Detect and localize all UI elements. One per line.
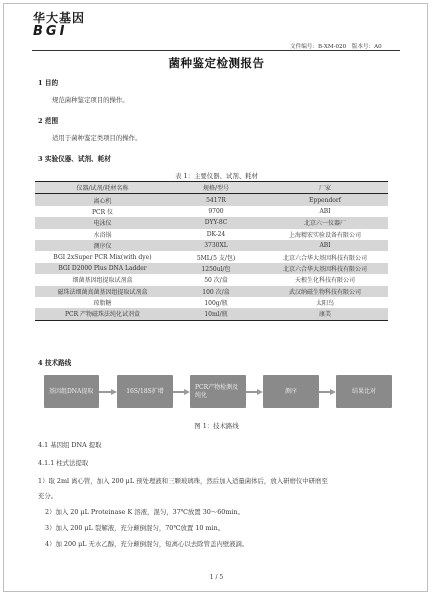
table-cell: 细菌基因组提取试剂盒 (35, 274, 170, 285)
section-3-heading: 3 实验仪器、试剂、耗材 (38, 155, 111, 163)
table-cell: 北京六合华大基因科技有限公司 (262, 251, 388, 262)
table-cell: DK-24 (170, 229, 262, 240)
table-cell: PCR 产物磁珠法纯化试剂盒 (35, 308, 170, 320)
column-header: 厂家 (262, 182, 388, 194)
table-cell: 康美 (262, 308, 388, 320)
flow-step-pcr-check-purification: PCR产物检测及纯化 (190, 375, 246, 408)
flow-step-sequencing: 测序 (263, 375, 319, 408)
page-number: 1 / 5 (209, 574, 224, 581)
figure-caption: 图 1：技术路线 (194, 422, 239, 430)
table-row (35, 286, 388, 297)
header-divider (32, 50, 400, 51)
table-row (35, 206, 388, 217)
table-cell: 100g/瓶 (170, 297, 262, 308)
column-header: 规格/型号 (170, 182, 262, 194)
procedure-step: 1）取 2ml 离心管，加入 200 μL 预处理液和三颗玻璃珠，然后加入适量菌体后，放入研磨仪中研磨至 (38, 477, 328, 485)
flow-step-dna-extraction: 基因组DNA提取 (44, 375, 99, 408)
table-cell: 北京六一仪器厂 (262, 217, 388, 228)
table-cell: DYY-8C (170, 217, 262, 228)
table-cell: 太阳鸟 (262, 297, 388, 308)
section-4-1-heading: 4.1 基因组 DNA 提取 (38, 441, 102, 449)
table-cell: 水浴锅 (35, 229, 170, 240)
table-cell: 9700 (170, 206, 262, 217)
table-cell: 50 次/盒 (170, 274, 262, 285)
table-cell: 上海精宏实验设备有限公司 (262, 229, 388, 240)
table-cell: 100 次/盒 (170, 286, 262, 297)
section-4-heading: 4 技术路线 (38, 359, 72, 367)
table-cell: Eppendorf (262, 194, 388, 206)
table-cell: 5ML(5 支/包) (170, 251, 262, 262)
table-row (35, 229, 388, 240)
table-cell: BGI D2000 Plus DNA Ladder (35, 263, 170, 274)
table-cell: 1250ul/包 (170, 263, 262, 274)
table-cell: 北京六合华大基因科技有限公司 (262, 263, 388, 274)
table-row (35, 240, 388, 251)
bgi-logo: BGI (33, 24, 68, 39)
table-cell: 离心机 (35, 194, 170, 206)
section-4-1-1-heading: 4.1.1 柱式法提取 (38, 459, 89, 467)
column-header: 仪器/试剂/耗材名称 (35, 182, 170, 194)
flow-step-16s-18s-amplification: 16S/18S扩增 (117, 375, 173, 408)
table-row (35, 251, 388, 262)
table-row (35, 194, 388, 206)
table-caption: 表 1：主要仪器、试剂、耗材 (175, 172, 258, 180)
table-cell: 10ml/瓶 (170, 308, 262, 320)
table-cell: 琼脂糖 (35, 297, 170, 308)
equipment-table (35, 181, 388, 321)
procedure-step: 3）加入 200 μL 裂解液，充分颠倒混匀，70℃放置 10 min。 (45, 524, 225, 532)
table-cell: PCR 仪 (35, 206, 170, 217)
table-row (35, 263, 388, 274)
table-cell: BGI 2xSuper PCR Mix(with dye) (35, 251, 170, 262)
table-cell: 3730XL (170, 240, 262, 251)
section-2-text: 适用于菌种鉴定类项目的操作。 (52, 134, 142, 142)
procedure-step: 4）加 200 μL 无水乙醇，充分颠倒混匀，短离心以去除管盖内壁液滴。 (45, 540, 249, 548)
procedure-step: 充分。 (38, 492, 58, 500)
table-row (35, 274, 388, 285)
procedure-step: 2）加入 20 μL Proteinase K 溶液，混匀，37℃放置 30～60min。 (45, 508, 244, 516)
section-2-heading: 2 范围 (38, 117, 59, 125)
section-1-text: 规范菌种鉴定项目的操作。 (52, 96, 129, 104)
table-cell: ABI (262, 206, 388, 217)
section-1-heading: 1 目的 (38, 79, 59, 87)
table-cell: 5417R (170, 194, 262, 206)
table-row (35, 308, 388, 320)
table-cell: 电泳仪 (35, 217, 170, 228)
page-title: 菌种鉴定检测报告 (168, 56, 265, 70)
company-logo-text: 华大基因 (33, 11, 86, 25)
document-number: 文件编号：B-XM-020 版本号：A0 (290, 44, 382, 50)
flow-step-result-comparison: 结果比对 (336, 375, 392, 408)
table-cell: ABI (262, 240, 388, 251)
table-row (35, 217, 388, 228)
table-cell: 天根生化科技有限公司 (262, 274, 388, 285)
table-row (35, 297, 388, 308)
table-cell: 磁珠法细菌真菌基因组提取试剂盒 (35, 286, 170, 297)
table-cell: 测序仪 (35, 240, 170, 251)
table-cell: 武汉纳磁生物科技有限公司 (262, 286, 388, 297)
table-header-row (35, 182, 388, 194)
